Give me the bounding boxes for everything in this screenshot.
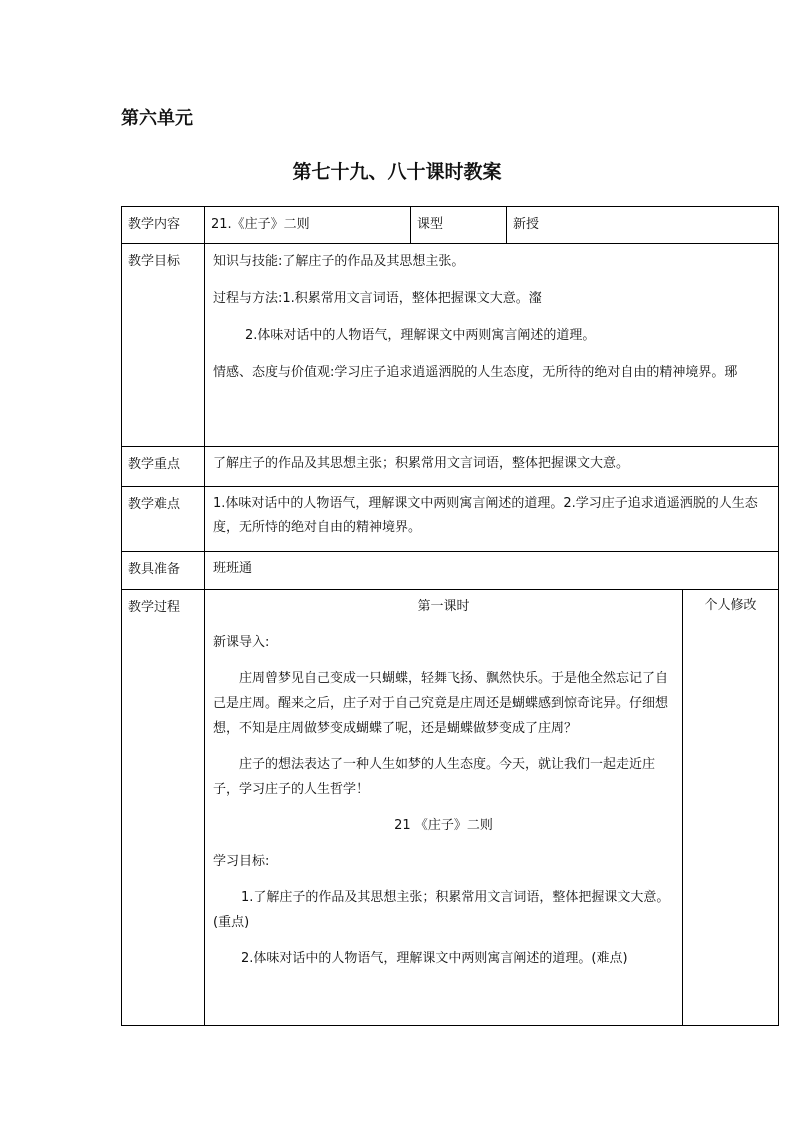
- intro-label: 新课导入:: [213, 635, 270, 650]
- goals-label: 教学目标: [122, 244, 205, 447]
- personal-edit-label: 个人修改: [683, 590, 779, 1026]
- content-value: 21.《庄子》二则: [205, 207, 411, 244]
- row-difficulty: [122, 487, 779, 552]
- objective-2: 2.体味对话中的人物语气，理解课文中两则寓言阐述的道理。(难点): [241, 951, 628, 966]
- goal-knowledge: 知识与技能:了解庄子的作品及其思想主张。: [213, 254, 465, 269]
- difficulty-label: 教学难点: [122, 487, 205, 552]
- process-cell: [205, 590, 683, 1026]
- page-title: 第七十九、八十课时教案: [292, 161, 502, 183]
- content-label: 教学内容: [122, 207, 205, 244]
- objective-1: 1.了解庄子的作品及其思想主张；积累常用文言词语，整体把握课文大意。(重点): [213, 890, 670, 930]
- row-content: [122, 207, 779, 244]
- goals-cell: [205, 244, 779, 447]
- difficulty-value: 1.体味对话中的人物语气，理解课文中两则寓言阐述的道理。2.学习庄子追求逍遥洒脱的人生态度，无所恃的绝对自由的精神境界。: [205, 487, 779, 552]
- row-key: [122, 447, 779, 487]
- goal-emotion: 情感、态度与价值观:学习庄子追求逍遥洒脱的人生态度，无所待的绝对自由的精神境界。琊: [213, 365, 738, 380]
- goal-process: 过程与方法:1.积累常用文言词语，整体把握课文大意。瀣: [213, 291, 542, 306]
- key-label: 教学重点: [122, 447, 205, 487]
- row-goals: [122, 244, 779, 447]
- intro-paragraph-2: 庄子的想法表达了一种人生如梦的人生态度。今天，就让我们一起走近庄子，学习庄子的人生哲学！: [213, 757, 656, 797]
- type-label: 课型: [411, 207, 507, 244]
- key-value: 了解庄子的作品及其思想主张；积累常用文言词语，整体把握课文大意。: [205, 447, 779, 487]
- row-tools: [122, 552, 779, 590]
- goal-process-2: 2.体味对话中的人物语气，理解课文中两则寓言阐述的道理。: [245, 328, 596, 343]
- lesson-plan-table: [121, 206, 779, 1026]
- objectives-label: 学习目标:: [213, 854, 270, 869]
- tools-label: 教具准备: [122, 552, 205, 590]
- type-value: 新授: [507, 207, 779, 244]
- lesson-heading: 第一课时: [417, 599, 470, 614]
- tools-value: 班班通: [205, 552, 779, 590]
- intro-paragraph-1: 庄周曾梦见自己变成一只蝴蝶，轻舞飞扬、飘然快乐。于是他全然忘记了自己是庄周。醒来之后，庄子对于自己究竟是庄周还是蝴蝶感到惊奇诧异。仔细想想，不知是庄周做梦变成蝴蝶了呢，还是蝴蝶做梦变成了庄周？: [213, 671, 669, 736]
- text-title: 21 《庄子》二则: [394, 818, 493, 833]
- process-label: 教学过程: [122, 590, 205, 1026]
- unit-heading: 第六单元: [121, 108, 193, 129]
- row-process: [122, 590, 779, 1026]
